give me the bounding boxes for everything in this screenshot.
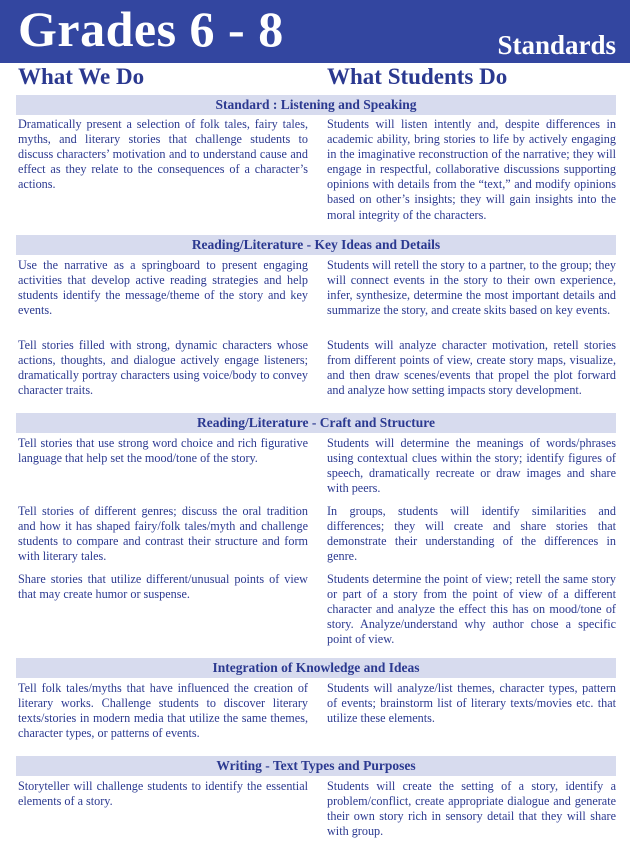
page-subtitle: Standards xyxy=(497,30,616,60)
key-ideas-row2-what-students-do: Students will analyze character motivation, retell stories from different points of view, create story maps, visualize, and then draw scenes/events that propel the plot forward and analyze how setting impacts story development. xyxy=(327,338,616,398)
column-heading-what-students-do: What Students Do xyxy=(327,64,508,89)
key-ideas-row1-what-we-do: Use the narrative as a springboard to present engaging activities that develop active reading strategies and help students identify the message/theme of the story and key events. xyxy=(18,258,308,318)
listening-speaking-what-students-do: Students will listen intently and, despite differences in academic ability, bring stories to life by actively engaging in the imaginative reconstruction of the narrative; they will engage in respectful, collaborative discussions supporting opinions with details from the “text,” and modify opinions based on other’s insights; they will gain insights into the moral integrity of the characters. xyxy=(327,117,616,222)
key-ideas-row1-what-students-do: Students will retell the story to a partner, to the group; they will connect events in the story to their own experience, infer, synthesize, determine the most important details and summarize the story, and create skits based on key events. xyxy=(327,258,616,318)
craft-structure-row1-what-students-do: Students will determine the meanings of words/phrases using contextual clues within the story; identify figures of speech, dramatically recreate or draw images and share with peers. xyxy=(327,436,616,496)
section-header-listening-speaking: Standard : Listening and Speaking xyxy=(16,95,616,115)
page-title: Grades 6 - 8 xyxy=(18,1,284,57)
craft-structure-row2-what-we-do: Tell stories of different genres; discuss the oral tradition and how it has shaped fairy/folk tales/myth and challenge students to compare and contrast their structure and form with literary tales. xyxy=(18,504,308,564)
writing-what-we-do: Storyteller will challenge students to identify the essential elements of a story. xyxy=(18,779,308,809)
section-header-integration: Integration of Knowledge and Ideas xyxy=(16,658,616,678)
craft-structure-row3-what-students-do: Students determine the point of view; retell the same story or part of a story from the point of view of a different character and analyze the effect this has on mood/tone of story. Analyze/understand why author chose a specific point of view. xyxy=(327,572,616,647)
listening-speaking-what-we-do: Dramatically present a selection of folk tales, fairy tales, myths, and literary stories that challenge students to discuss characters’ motivation and to understand cause and effect as they relate to the consequences of a character’s actions. xyxy=(18,117,308,192)
writing-what-students-do: Students will create the setting of a story, identify a problem/conflict, create appropriate dialogue and generate their own story rich in sensory detail that they will share with group. xyxy=(327,779,616,839)
key-ideas-row2-what-we-do: Tell stories filled with strong, dynamic characters whose actions, thoughts, and dialogue actively engage listeners; dramatically portray characters using voice/body to convey character traits. xyxy=(18,338,308,398)
integration-what-students-do: Students will analyze/list themes, character types, pattern of events; brainstorm list of literary texts/movies etc. that utilize these elements. xyxy=(327,681,616,726)
section-header-writing: Writing - Text Types and Purposes xyxy=(16,756,616,776)
integration-what-we-do: Tell folk tales/myths that have influenced the creation of literary works. Challenge students to discover literary texts/stories in modern media that utilize the same themes, character types, or patterns of events. xyxy=(18,681,308,741)
column-heading-what-we-do: What We Do xyxy=(18,64,145,89)
craft-structure-row1-what-we-do: Tell stories that use strong word choice and rich figurative language that help set the mood/tone of the story. xyxy=(18,436,308,466)
header-banner xyxy=(0,0,630,63)
section-header-craft-structure: Reading/Literature - Craft and Structure xyxy=(16,413,616,433)
craft-structure-row2-what-students-do: In groups, students will identify similarities and differences; they will create and share stories that demonstrate their understanding of the differences in genre. xyxy=(327,504,616,564)
section-header-key-ideas: Reading/Literature - Key Ideas and Details xyxy=(16,235,616,255)
craft-structure-row3-what-we-do: Share stories that utilize different/unusual points of view that may create humor or suspense. xyxy=(18,572,308,602)
